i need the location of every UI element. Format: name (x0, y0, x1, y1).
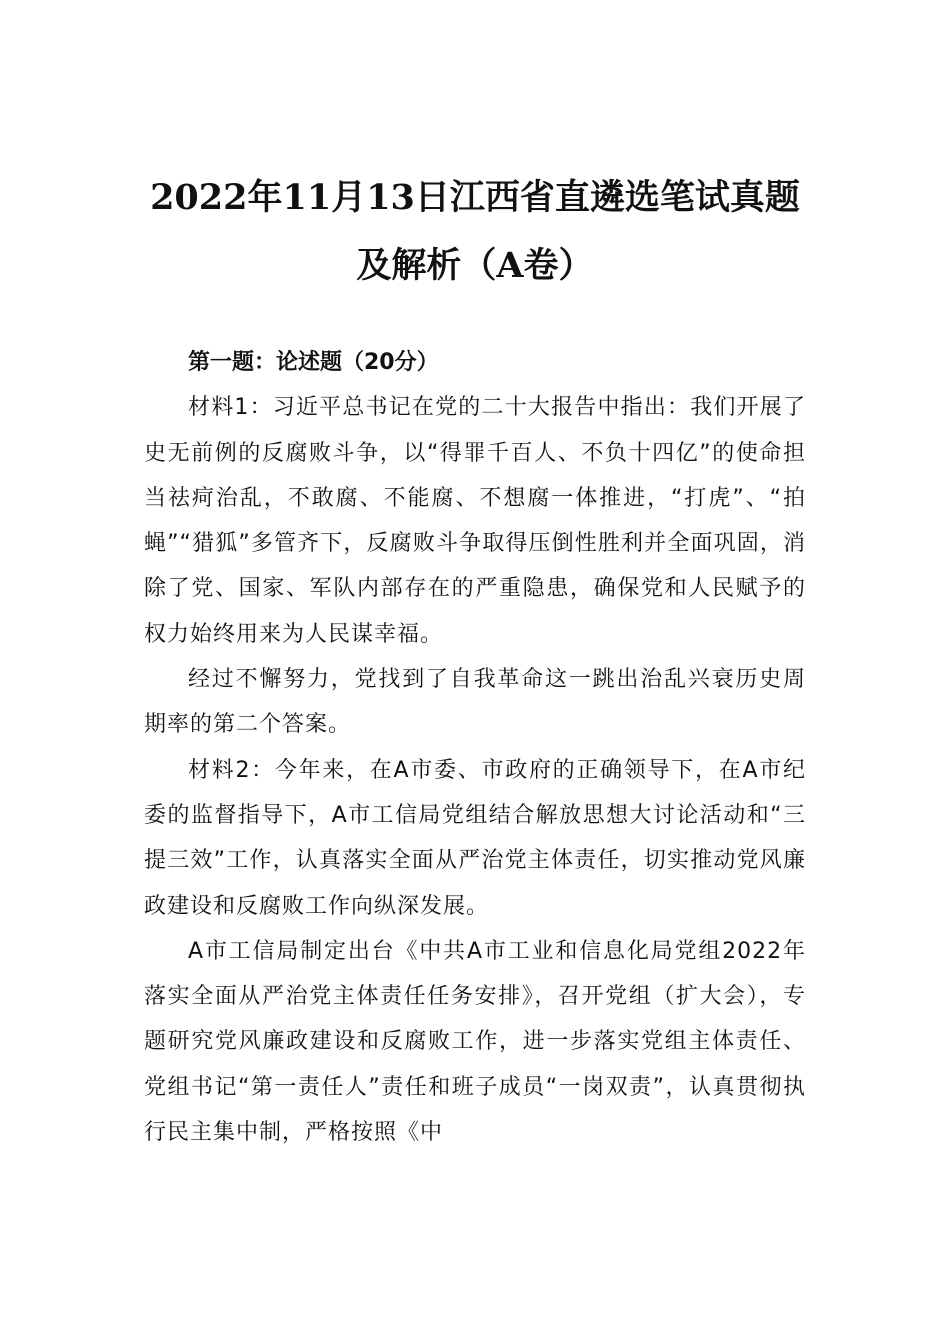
paragraph-material-1: 材料1：习近平总书记在党的二十大报告中指出：我们开展了史无前例的反腐败斗争，以“得罪千百人、不负十四亿”的使命担当祛疴治乱，不敢腐、不能腐、不想腐一体推进，“打虎”、“拍蝇”“猎狐”多管齐下，反腐败斗争取得压倒性胜利并全面巩固，消除了党、国家、军队内部存在的严重隐患，确保党和人民赋予的权力始终用来为人民谋幸福。 (144, 395, 806, 647)
paragraph-bureau-measures: A市工信局制定出台《中共A市工业和信息化局党组2022年落实全面从严治党主体责任任务安排》，召开党组（扩大会），专题研究党风廉政建设和反腐败工作，进一步落实党组主体责任、党组书记“第一责任人”责任和班子成员“一岗双责”，认真贯彻执行民主集中制，严格按照《中 (144, 938, 806, 1146)
document-title-line-1: 2022年11月13日江西省直遴选笔试真题 (150, 177, 800, 218)
paragraph-self-revolution: 经过不懈努力，党找到了自我革命这一跳出治乱兴衰历史周期率的第二个答案。 (144, 667, 806, 738)
document-title-line-2: 及解析（A卷） (356, 245, 594, 286)
paragraph-material-2: 材料2：今年来，在A市委、市政府的正确领导下，在A市纪委的监督指导下，A市工信局党组结合解放思想大讨论活动和“三提三效”工作，认真落实全面从严治党主体责任，切实推动党风廉政建设和反腐败工作向纵深发展。 (144, 757, 806, 919)
question-heading: 第一题：论述题（20分） (188, 350, 439, 375)
document-body (144, 340, 806, 1155)
